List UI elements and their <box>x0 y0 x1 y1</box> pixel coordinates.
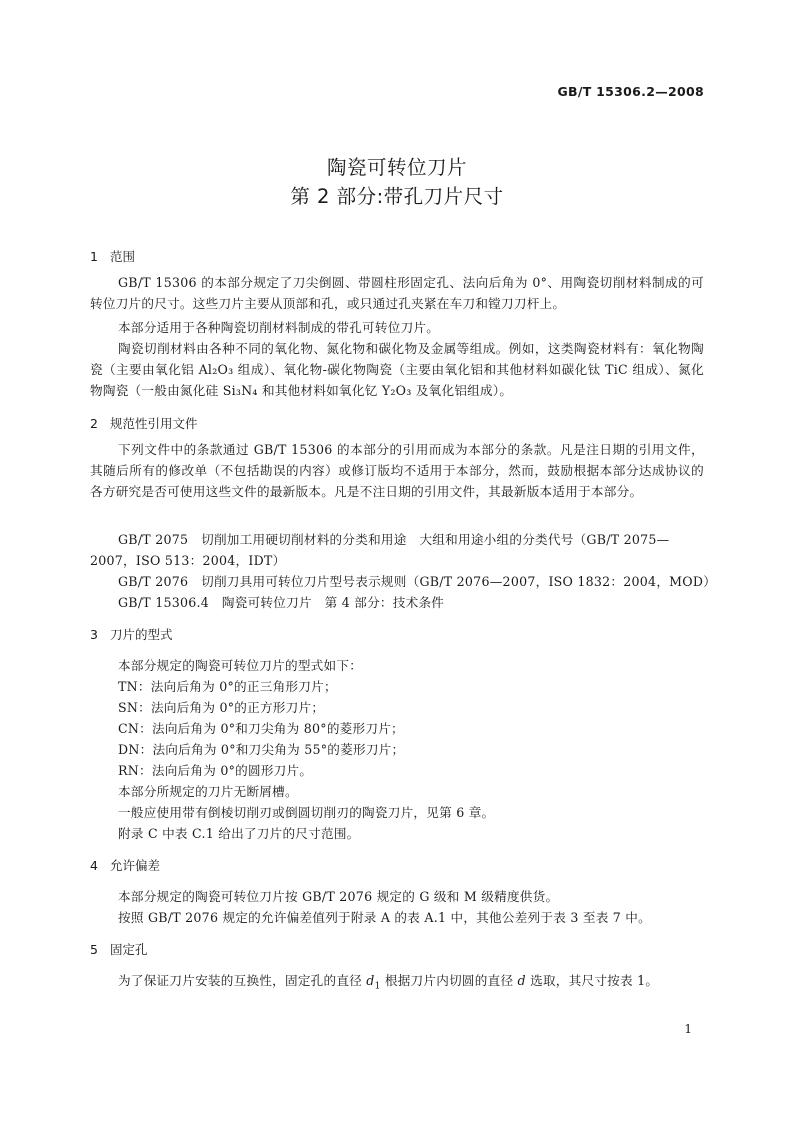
insert-type-line: TN：法向后角为 0°的正三角形刀片； <box>118 679 337 694</box>
section-heading-fixing-hole <box>90 940 148 958</box>
document-title-main: 陶瓷可转位刀片 <box>326 156 467 179</box>
scope-paragraph-1: GB/T 15306 的本部分规定了刀尖倒圆、带圆柱形固定孔、法向后角为 0°、用陶瓷切削材料制成的可转位刀片的尺寸。这些刀片主要从顶部和孔，或只通过孔夹紧在车刀和镗刀刀杆上。 <box>90 275 704 311</box>
scope-paragraph-2: 本部分适用于各种陶瓷切削材料制成的带孔可转位刀片。 <box>118 320 440 335</box>
insert-type-line: 本部分所规定的刀片无断屑槽。 <box>118 784 298 799</box>
tolerance-line: 本部分规定的陶瓷可转位刀片按 GB/T 2076 规定的 G 级和 M 级精度供货。 <box>118 889 559 904</box>
reference-gbt2075-continued: 2007，ISO 513：2004，IDT） <box>90 553 286 568</box>
page-number: 1 <box>684 1022 692 1036</box>
section-heading-scope <box>90 247 135 265</box>
reference-gbt2075: GB/T 2075 切削加工用硬切削材料的分类和用途 大组和用途小组的分类代号（GB/T 2075— <box>118 532 670 547</box>
insert-type-line: DN：法向后角为 0°和刀尖角为 55°的菱形刀片； <box>118 742 405 757</box>
insert-type-line: 附录 C 中表 C.1 给出了刀片的尺寸范围。 <box>118 826 360 841</box>
section-number: 2 <box>90 416 98 431</box>
insert-type-line: 本部分规定的陶瓷可转位刀片的型式如下： <box>118 658 363 673</box>
insert-type-line: 一般应使用带有倒棱切削刃或倒圆切削刃的陶瓷刀片，见第 6 章。 <box>118 805 495 820</box>
section-title: 范围 <box>110 249 136 264</box>
section-title: 规范性引用文件 <box>110 416 198 431</box>
section-number: 4 <box>90 858 98 873</box>
standard-code: GB/T 15306.2—2008 <box>557 84 704 99</box>
references-intro-paragraph: 下列文件中的条款通过 GB/T 15306 的本部分的引用而成为本部分的条款。凡是注日期的引用文件，其随后所有的修改单（不包括勘误的内容）或修订版均不适用于本部分，然而，鼓励根据本部分达成协议的各方研究是否可使用这些文件的最新版本。凡是不注日期的引用文件，其最新版本适用于本部分。 <box>90 442 704 499</box>
reference-gbt2076: GB/T 2076 切削刀具用可转位刀片型号表示规则（GB/T 2076—2007，ISO 1832：2004，MOD） <box>118 574 717 589</box>
tolerance-line: 按照 GB/T 2076 规定的允许偏差值列于附录 A 的表 A.1 中，其他公差列于表 3 至表 7 中。 <box>118 910 651 925</box>
insert-type-line: CN：法向后角为 0°和刀尖角为 80°的菱形刀片； <box>118 721 404 736</box>
section-heading-normative-references <box>90 414 198 432</box>
document-title-part: 第 2 部分:带孔刀片尺寸 <box>290 185 504 208</box>
section-heading-tolerances <box>90 856 160 874</box>
section-title: 刀片的型式 <box>110 627 173 642</box>
insert-type-line: RN：法向后角为 0°的圆形刀片。 <box>118 763 313 778</box>
section-number: 3 <box>90 627 98 642</box>
section-number: 1 <box>90 249 98 264</box>
fixing-hole-paragraph: 为了保证刀片安装的互换性，固定孔的直径 $d_1$ 根据刀片内切圆的直径 d 选取，其尺寸按表 1。 <box>118 973 659 992</box>
insert-type-line: SN：法向后角为 0°的正方形刀片； <box>118 700 325 715</box>
section-title: 固定孔 <box>110 942 148 957</box>
section-title: 允许偏差 <box>110 858 161 873</box>
section-number: 5 <box>90 942 98 957</box>
section-heading-insert-types <box>90 625 173 643</box>
reference-gbt15306-4: GB/T 15306.4 陶瓷可转位刀片 第 4 部分：技术条件 <box>118 595 445 610</box>
scope-paragraph-3: 陶瓷切削材料由各种不同的氧化物、氮化物和碳化物及金属等组成。例如，这类陶瓷材料有：氧化物陶瓷（主要由氧化铝 Al₂O₃ 组成）、氧化物-碳化物陶瓷（主要由氧化铝和其他材料如碳化钛 TiC 组成）、氮化物陶瓷（一般由氮化硅 Si₃N₄ 和其他材料如氧化钇 Y₂O₃ 及氧化铝组成）。 <box>90 341 704 398</box>
